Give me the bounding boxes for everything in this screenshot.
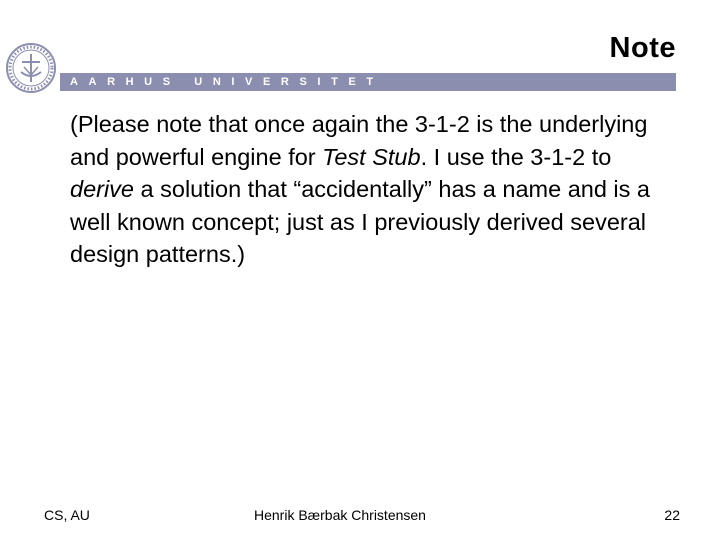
body-emphasis-derive: derive (70, 176, 135, 202)
footer-course: CS, AU (44, 507, 90, 523)
body-text-part: . I use the 3-1-2 to (420, 143, 612, 170)
body-text-part: a solution that “accidentally” has a name and is a well known concept; just as I previously derived several design patterns.) (70, 176, 651, 267)
body-emphasis-test-stub: Test Stub (322, 143, 421, 170)
footer-author: Henrik Bærbak Christensen (254, 507, 426, 523)
university-name: AARHUS UNIVERSITET (70, 76, 384, 88)
body-text-part: (Please note that once again the 3-1-2 is the underlying and powerful engine for (70, 111, 648, 170)
slide-title: Note (609, 32, 676, 64)
slide-body-text (70, 108, 660, 271)
university-seal-icon (5, 42, 57, 94)
page-number: 22 (664, 507, 680, 523)
